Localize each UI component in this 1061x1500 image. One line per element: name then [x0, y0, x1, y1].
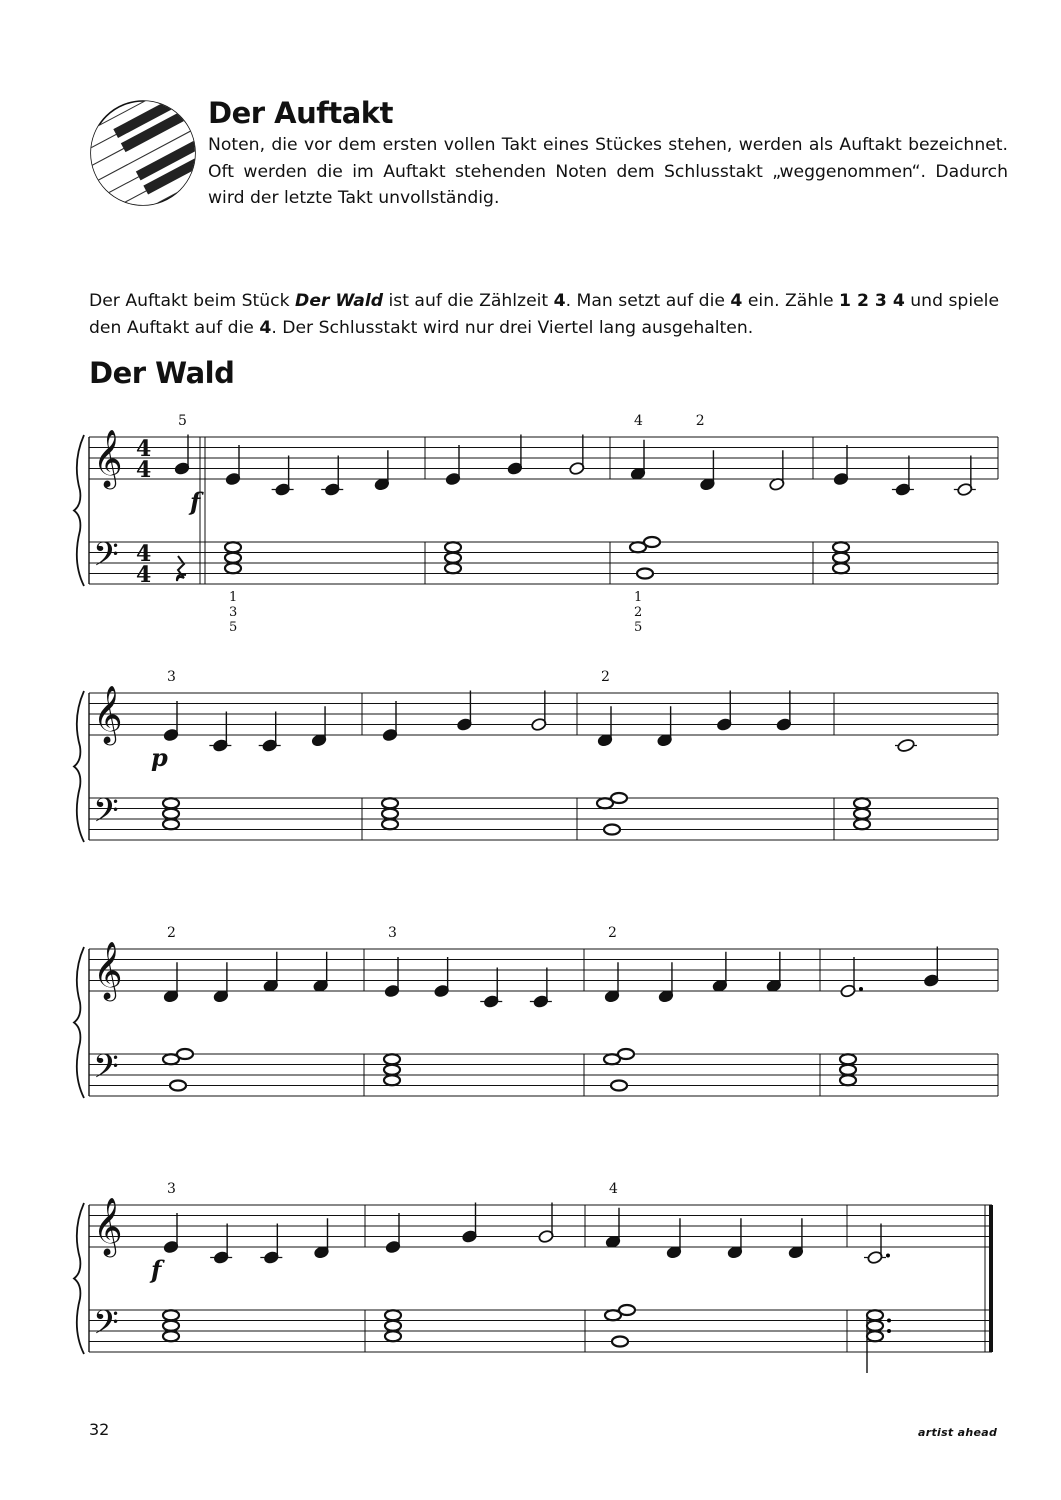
count-sequence: 1 2 3 4	[839, 291, 905, 311]
fingering-number: 2	[695, 413, 705, 429]
fingering-number: 4	[609, 1181, 618, 1197]
bass-chord-note	[382, 809, 398, 819]
bass-chord-note	[385, 1310, 401, 1320]
bass-chord-note	[384, 1065, 400, 1075]
bass-chord-note	[445, 542, 461, 552]
fingering-number: 2	[167, 925, 176, 941]
bass-chord-note	[833, 553, 849, 563]
fingering-number: 2	[608, 925, 617, 941]
fingering-number: 2	[601, 669, 610, 685]
time-signature: 4	[136, 562, 152, 588]
bass-chord-note	[163, 798, 179, 808]
section-heading: Der Auftakt	[208, 96, 393, 130]
bass-chord-note	[384, 1075, 400, 1085]
bass-chord-note	[854, 798, 870, 808]
fingering-number: 3	[229, 605, 238, 620]
bass-chord-note	[163, 1310, 179, 1320]
staff-brace	[74, 1203, 84, 1354]
bass-chord-note	[611, 793, 627, 803]
bass-chord-note	[384, 1054, 400, 1064]
beat-number: 4	[730, 291, 743, 311]
bass-chord-note	[833, 542, 849, 552]
bass-clef: 𝄢	[93, 536, 119, 582]
bass-chord-note	[833, 563, 849, 573]
bass-chord-note	[382, 819, 398, 829]
treble-clef: 𝄞	[93, 1197, 123, 1255]
staff-brace	[74, 947, 84, 1098]
bass-clef: 𝄢	[93, 1048, 119, 1094]
fingering-number: 5	[229, 620, 238, 635]
augmentation-dot	[887, 1329, 891, 1333]
time-signature: 4	[136, 541, 152, 567]
bass-chord-note	[840, 1054, 856, 1064]
page-number: 32	[89, 1420, 110, 1439]
bass-chord-note	[445, 553, 461, 563]
bass-chord-note	[177, 1049, 193, 1059]
final-barline	[989, 1205, 993, 1352]
bass-chord-note	[163, 809, 179, 819]
bass-chord-note	[867, 1310, 883, 1320]
bass-chord-note	[854, 819, 870, 829]
brand-mark: artist ahead	[918, 1426, 998, 1439]
augmentation-dot	[886, 1254, 890, 1258]
dynamic-marking: f	[190, 487, 201, 516]
bass-chord-note	[225, 542, 241, 552]
staff-brace	[74, 691, 84, 842]
dynamic-marking: f	[151, 1255, 162, 1284]
fingering-number: 3	[167, 669, 176, 685]
bass-chord-note	[225, 563, 241, 573]
bass-chord-note	[854, 809, 870, 819]
treble-clef: 𝄞	[93, 429, 123, 487]
explanation-text: ist auf die Zählzeit	[383, 291, 554, 311]
bass-chord-note	[225, 553, 241, 563]
treble-clef: 𝄞	[93, 685, 123, 743]
bass-chord-note	[867, 1331, 883, 1341]
bass-chord-note	[619, 1305, 635, 1315]
time-signature: 4	[136, 457, 152, 483]
bass-chord-note	[163, 1331, 179, 1341]
fingering-number: 4	[634, 413, 643, 429]
bass-clef: 𝄢	[93, 1304, 119, 1350]
fingering-number: 2	[634, 605, 643, 620]
fingering-number: 5	[178, 413, 187, 429]
fingering-number: 3	[388, 925, 397, 941]
treble-note	[897, 738, 915, 753]
staff-brace	[74, 435, 84, 586]
explanation-text: Der Auftakt beim Stück	[89, 291, 296, 311]
bass-chord-note	[445, 563, 461, 573]
time-signature: 4	[136, 436, 152, 462]
fingering-number: 3	[167, 1181, 176, 1197]
bass-chord-note	[170, 1081, 186, 1091]
bass-chord-note	[382, 798, 398, 808]
treble-clef: 𝄞	[93, 941, 123, 999]
piece-reference: Der Wald	[295, 291, 384, 311]
explanation-text: . Man setzt auf die	[565, 291, 731, 311]
bass-chord-note	[385, 1331, 401, 1341]
piece-title: Der Wald	[89, 356, 235, 390]
bass-chord-note	[867, 1321, 883, 1331]
bass-chord-note	[637, 569, 653, 579]
bass-chord-note	[163, 819, 179, 829]
augmentation-dot	[859, 987, 863, 991]
bass-chord-note	[618, 1049, 634, 1059]
bass-clef: 𝄢	[93, 792, 119, 838]
intro-text: Noten, die vor dem ersten vollen Takt eines Stückes stehen, werden als Auftakt bezeichnet. Oft werden die im Auftakt stehenden Noten dem Schlusstakt „weggenommen“. Dadurch wird der letzte Takt unvollständig.	[208, 135, 1008, 208]
beat-number: 4	[259, 317, 272, 338]
fingering-number: 1	[229, 590, 238, 605]
bass-chord-note	[612, 1337, 628, 1347]
explanation-text: und spiele den Auftakt auf die	[89, 291, 1000, 338]
explanation-text: . Der Schlusstakt wird nur drei Viertel lang ausgehalten.	[271, 317, 754, 338]
fingering-number: 1	[634, 590, 643, 605]
bass-chord-note	[385, 1321, 401, 1331]
bass-chord-note	[840, 1065, 856, 1075]
bass-chord-note	[604, 825, 620, 835]
bass-chord-note	[840, 1075, 856, 1085]
beat-number: 4	[553, 291, 566, 311]
bass-chord-note	[611, 1081, 627, 1091]
augmentation-dot	[887, 1319, 891, 1323]
quarter-rest	[177, 556, 186, 581]
explanation-text: ein. Zähle	[742, 291, 840, 311]
fingering-number: 5	[634, 620, 643, 635]
dynamic-marking: p	[151, 743, 168, 772]
bass-chord-note	[163, 1321, 179, 1331]
bass-chord-note	[644, 537, 660, 547]
